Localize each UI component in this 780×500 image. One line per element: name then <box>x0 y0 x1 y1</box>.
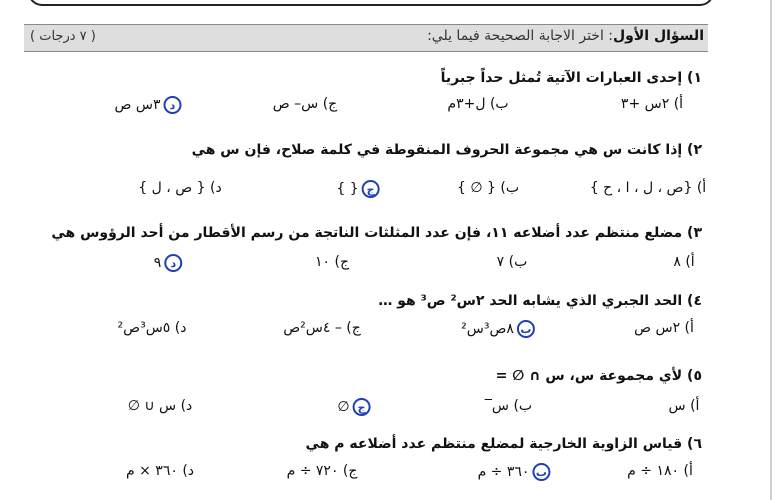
q3-option-b[interactable]: ب) ٧ <box>496 254 528 270</box>
question-label: السؤال الأول <box>613 28 704 44</box>
answer-circle: ج <box>362 180 380 198</box>
marks-label: ( ٧ درجات ) <box>30 29 96 44</box>
q4-option-a[interactable]: أ) ٢س ص <box>634 320 694 336</box>
q6-option-a[interactable]: أ) ١٨٠ ÷ م <box>627 463 693 479</box>
answer-circle: د <box>164 254 182 272</box>
q4-option-b[interactable]: ب٨ص³س² <box>461 320 535 338</box>
q3-option-d[interactable]: د٩ <box>154 254 183 272</box>
answer-circle: د <box>164 96 182 114</box>
page-edge-rule <box>770 0 772 500</box>
q4-option-c[interactable]: ج) – ٤س²ص <box>283 320 361 336</box>
q1-option-a[interactable]: أ) ٢س +٣ <box>620 96 684 112</box>
q5-option-c[interactable]: ج∅ <box>337 398 370 416</box>
question-3: ٣) مضلع منتظم عدد أضلاعه ١١، فإن عدد المثلثات الناتجة من رسم الأقطار من أحد الرؤوس هي <box>51 225 702 241</box>
question-title <box>427 28 704 44</box>
answer-circle: ب <box>517 320 535 338</box>
answer-circle: ج <box>353 398 371 416</box>
question-2: ٢) إذا كانت س هي مجموعة الحروف المنقوطة في كلمة صلاح، فإن س هي <box>191 142 702 158</box>
question-5: ٥) لأي مجموعة س، س ∩ ∅ = <box>495 368 702 384</box>
q6-option-d[interactable]: د) ٣٦٠ × م <box>125 463 195 479</box>
q2-option-c[interactable]: ج{ } <box>336 180 379 198</box>
q5-option-b[interactable]: ب) س̅ <box>491 398 533 414</box>
q3-option-c[interactable]: ج) ١٠ <box>315 254 349 270</box>
question-header <box>24 24 708 52</box>
q2-option-b[interactable]: ب) { ∅ } <box>456 180 520 196</box>
q1-option-d[interactable]: د٣س ص <box>115 96 182 114</box>
question-1: ١) إحدى العبارات الآتية تُمثل حداً جبرياً <box>440 70 702 86</box>
question-4: ٤) الحد الجبري الذي يشابه الحد ٢س² ص³ هو … <box>378 293 702 309</box>
answer-circle: ب <box>532 463 550 481</box>
q6-option-c[interactable]: ج) ٧٢٠ ÷ م <box>286 463 358 479</box>
q3-option-a[interactable]: أ) ٨ <box>673 254 695 270</box>
question-6: ٦) قياس الزاوية الخارجية لمضلع منتظم عدد أضلاعه م هي <box>305 436 702 452</box>
q5-option-a[interactable]: أ) س <box>668 398 700 414</box>
top-frame <box>28 0 714 6</box>
q4-option-d[interactable]: د) ٥س³ص² <box>117 320 187 336</box>
q1-option-b[interactable]: ب) ل+٣م <box>447 96 509 112</box>
q1-option-c[interactable]: ج) س– ص <box>272 96 338 112</box>
q2-option-d[interactable]: د) { ص ، ل } <box>138 180 222 196</box>
q6-option-b[interactable]: ب٣٦٠ ÷ م <box>478 463 551 481</box>
question-instruction: : اختر الاجابة الصحيحة فيما يلي: <box>427 28 614 44</box>
q2-option-a[interactable]: أ) {ص ، ل ، ا ، ح } <box>589 180 707 196</box>
q5-option-d[interactable]: د) س ∪ ∅ <box>127 398 193 414</box>
